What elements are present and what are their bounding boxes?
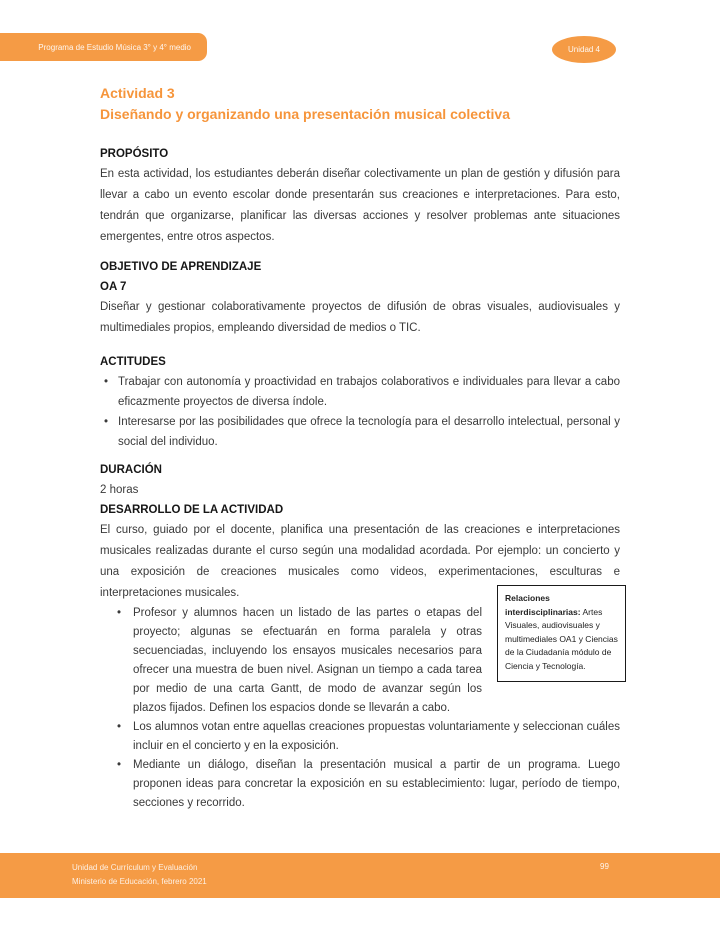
- section-objetivo: [100, 257, 620, 339]
- footer-credits: [72, 861, 207, 889]
- desarrollo-bullet-text: Los alumnos votan entre aquellas creaciones propuestas voluntariamente y seleccionan cuáles incluir en el concierto y en la exposición.: [133, 721, 620, 752]
- list-item: [100, 718, 620, 756]
- bullet-icon: •: [117, 607, 122, 619]
- desarrollo-bullet-text: Profesor y alumnos hacen un listado de las partes o etapas del proyecto; algunas se efectuarán en forma paralela y otras secuenciadas, incluyendo los ensayos musicales necesarios para ofrecer una muestra de buen nivel. Asignan un tiempo a cada tarea por medio de una carta Gantt, de modo de avanzar según los plazos fijados. Definen los espacios donde se llevarán a cabo.: [133, 607, 482, 714]
- objetivo-heading: OBJETIVO DE APRENDIZAJE: [100, 261, 262, 273]
- interdisciplinary-box-title: Relaciones interdisciplinarias:: [505, 593, 581, 617]
- actitudes-list: [100, 372, 620, 452]
- interdisciplinary-box: [497, 585, 626, 682]
- activity-title-block: [100, 83, 640, 125]
- list-item: [100, 372, 620, 412]
- list-item: [100, 412, 620, 452]
- actitudes-bullet-text: Trabajar con autonomía y proactividad en trabajos colaborativos e individuales para llevar a cabo eficazmente proyectos de diversa índole.: [118, 376, 620, 408]
- footer-line2: Ministerio de Educación, febrero 2021: [72, 877, 207, 886]
- desarrollo-bullet-text: Mediante un diálogo, diseñan la presentación musical a partir de un programa. Luego proponen ideas para concretar la exposición en su establecimiento: lugar, período de tiempo, secciones y recorrido.: [133, 759, 620, 809]
- bullet-icon: •: [104, 416, 109, 428]
- proposito-heading: PROPÓSITO: [100, 148, 169, 160]
- bullet-icon: •: [117, 759, 122, 771]
- section-proposito: [100, 144, 620, 248]
- activity-subtitle: Diseñando y organizando una presentación musical colectiva: [100, 106, 510, 122]
- bullet-icon: •: [104, 376, 109, 388]
- duracion-value: 2 horas: [100, 484, 139, 496]
- footer-line1: Unidad de Currículum y Evaluación: [72, 863, 198, 872]
- page-footer: [0, 853, 720, 898]
- objetivo-body: Diseñar y gestionar colaborativamente proyectos de difusión de obras visuales, audiovisuales y multimediales propios, empleando diversidad de medios o TIC.: [100, 301, 620, 334]
- desarrollo-intro: El curso, guiado por el docente, planifica una presentación de las creaciones e interpretaciones musicales realizadas durante el curso según una modalidad acordada. Por ejemplo: un concierto y una exposición de creaciones musicales como videos, experimentaciones, esculturas e interpretaciones musicales.: [100, 524, 620, 599]
- duracion-heading: DURACIÓN: [100, 464, 162, 476]
- unit-badge: [552, 36, 616, 63]
- interdisciplinary-box-body: Artes Visuales, audiovisuales y multimediales OA1 y Ciencias de la Ciudadanía módulo de Ciencia y Tecnología.: [505, 606, 618, 671]
- actitudes-heading: ACTITUDES: [100, 356, 166, 368]
- program-badge: [0, 33, 207, 61]
- proposito-body: En esta actividad, los estudiantes deberán diseñar colectivamente un plan de gestión y difusión para llevar a cabo un evento escolar donde presentarán sus creaciones e interpretaciones. Para esto, tendrán que organizarse, planificar las diversas acciones y resolver problemas ante situaciones emergentes, entre otros aspectos.: [100, 168, 620, 243]
- list-item: [100, 756, 620, 813]
- program-badge-label: Programa de Estudio Música 3° y 4° medio: [38, 42, 191, 52]
- unit-badge-label: Unidad 4: [567, 45, 601, 54]
- oa-label: OA 7: [100, 281, 127, 293]
- page-number: 99: [600, 862, 609, 871]
- bullet-icon: •: [117, 721, 122, 733]
- section-actitudes: [100, 352, 620, 452]
- desarrollo-heading: DESARROLLO DE LA ACTIVIDAD: [100, 504, 284, 516]
- activity-number: Actividad 3: [100, 85, 175, 101]
- actitudes-bullet-text: Interesarse por las posibilidades que ofrece la tecnología para el desarrollo intelectual, personal y social del individuo.: [118, 416, 620, 448]
